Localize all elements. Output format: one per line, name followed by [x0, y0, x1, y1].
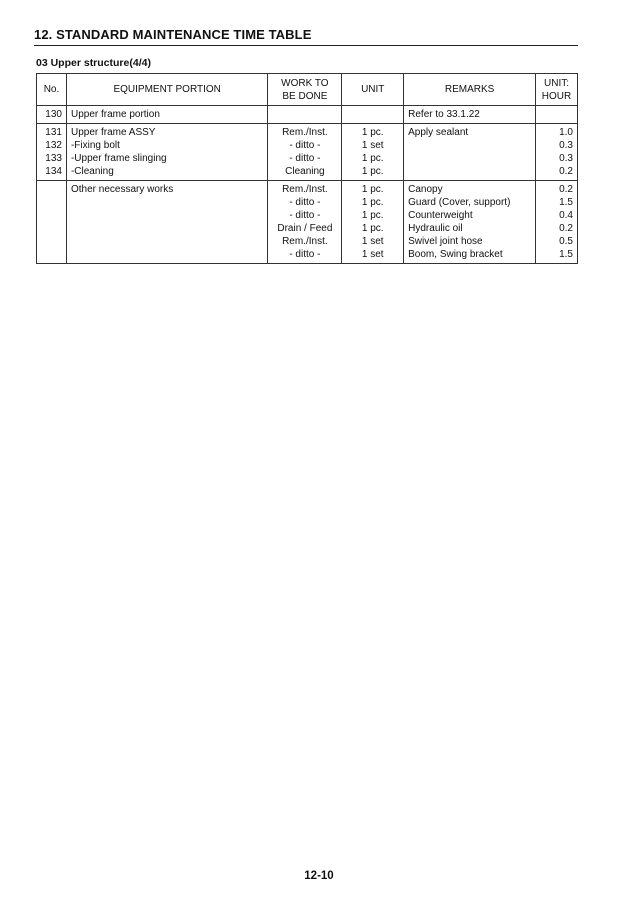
header-no: No.: [37, 74, 67, 106]
cell-equipment-line: -Cleaning: [70, 166, 114, 177]
cell-work-line: - ditto -: [289, 249, 321, 260]
cell-work: [268, 181, 342, 264]
header-hour-line2: HOUR: [541, 90, 572, 102]
cell-hour-line: 0.2: [559, 166, 573, 177]
table-row: [37, 124, 578, 181]
cell-unit-line: 1 pc.: [361, 184, 384, 195]
table-header-row: [37, 74, 578, 106]
cell-equipment-line: -Upper frame slinging: [70, 153, 167, 164]
cell-remarks-line: Apply sealant: [408, 127, 469, 138]
cell-work: [268, 124, 342, 181]
cell-hour-line: 1.0: [559, 127, 573, 138]
cell-equipment: [66, 106, 267, 124]
cell-no-line: 134: [45, 166, 62, 177]
cell-unit-line: 1 pc.: [361, 223, 384, 234]
cell-remarks: [404, 106, 536, 124]
cell-no: [37, 181, 67, 264]
section-title: 03 Upper structure(4/4): [36, 57, 151, 69]
cell-no-line: 131: [45, 127, 62, 138]
table-row: [37, 106, 578, 124]
header-work-line1: WORK TO: [281, 77, 329, 89]
cell-remarks-line: Swivel joint hose: [408, 236, 483, 247]
cell-work-line: Rem./Inst.: [282, 184, 328, 195]
cell-no-line: 133: [45, 153, 62, 164]
header-hour-line1: UNIT:: [544, 77, 569, 89]
cell-hour-line: 0.4: [559, 210, 573, 221]
cell-no-line: 132: [45, 140, 62, 151]
cell-hour-line: 0.2: [559, 223, 573, 234]
cell-equipment: [66, 181, 267, 264]
cell-unit-line: 1 set: [361, 140, 384, 151]
cell-unit-line: 1 set: [361, 236, 384, 247]
cell-no: [37, 106, 67, 124]
header-remarks: REMARKS: [404, 74, 536, 106]
cell-no: [37, 124, 67, 181]
cell-hour: [536, 106, 578, 124]
cell-equipment-line: Other necessary works: [70, 184, 174, 195]
cell-work-line: - ditto -: [289, 140, 321, 151]
cell-remarks: [404, 124, 536, 181]
cell-no-line: 130: [45, 109, 62, 120]
table-body: [37, 106, 578, 264]
cell-unit-line: 1 pc.: [361, 197, 384, 208]
cell-remarks-line: Refer to 33.1.22: [408, 109, 480, 120]
cell-unit: [342, 106, 404, 124]
cell-remarks-line: Counterweight: [408, 210, 473, 221]
maintenance-time-table: [36, 73, 578, 264]
cell-work: [268, 106, 342, 124]
cell-unit-line: 1 pc.: [361, 153, 384, 164]
table-row: [37, 181, 578, 264]
cell-remarks: [404, 181, 536, 264]
cell-hour-line: 0.3: [559, 153, 573, 164]
cell-work-line: - ditto -: [289, 197, 321, 208]
cell-unit: [342, 124, 404, 181]
header-equipment-portion: EQUIPMENT PORTION: [66, 74, 267, 106]
cell-remarks-line: Canopy: [408, 184, 443, 195]
cell-work-line: Rem./Inst.: [282, 127, 328, 138]
cell-remarks-line: Hydraulic oil: [408, 223, 463, 234]
cell-work-line: Rem./Inst.: [282, 236, 328, 247]
cell-work-line: Cleaning: [285, 166, 325, 177]
cell-hour-line: 0.3: [559, 140, 573, 151]
cell-hour-line: 1.5: [559, 197, 573, 208]
header-work-to-be-done: [268, 74, 342, 106]
cell-unit-line: 1 pc.: [361, 166, 384, 177]
cell-work-line: - ditto -: [289, 210, 321, 221]
cell-remarks-line: Guard (Cover, support): [408, 197, 511, 208]
cell-unit-line: 1 pc.: [361, 127, 384, 138]
page-title: 12. STANDARD MAINTENANCE TIME TABLE: [34, 27, 578, 46]
cell-hour-line: 0.5: [559, 236, 573, 247]
header-unit: UNIT: [342, 74, 404, 106]
page-number: 12-10: [304, 870, 334, 882]
cell-equipment-line: Upper frame ASSY: [70, 127, 156, 138]
cell-hour: [536, 181, 578, 264]
cell-hour-line: 0.2: [559, 184, 573, 195]
cell-hour-line: 1.5: [559, 249, 573, 260]
header-unit-hour: [536, 74, 578, 106]
cell-work-line: Drain / Feed: [277, 223, 333, 234]
cell-remarks-line: Boom, Swing bracket: [408, 249, 503, 260]
cell-unit-line: 1 set: [361, 249, 384, 260]
header-work-line2: BE DONE: [282, 90, 328, 102]
cell-work-line: - ditto -: [289, 153, 321, 164]
cell-equipment: [66, 124, 267, 181]
cell-unit-line: 1 pc.: [361, 210, 384, 221]
cell-hour: [536, 124, 578, 181]
cell-equipment-line: -Fixing bolt: [70, 140, 120, 151]
cell-equipment-line: Upper frame portion: [70, 109, 160, 120]
cell-unit: [342, 181, 404, 264]
